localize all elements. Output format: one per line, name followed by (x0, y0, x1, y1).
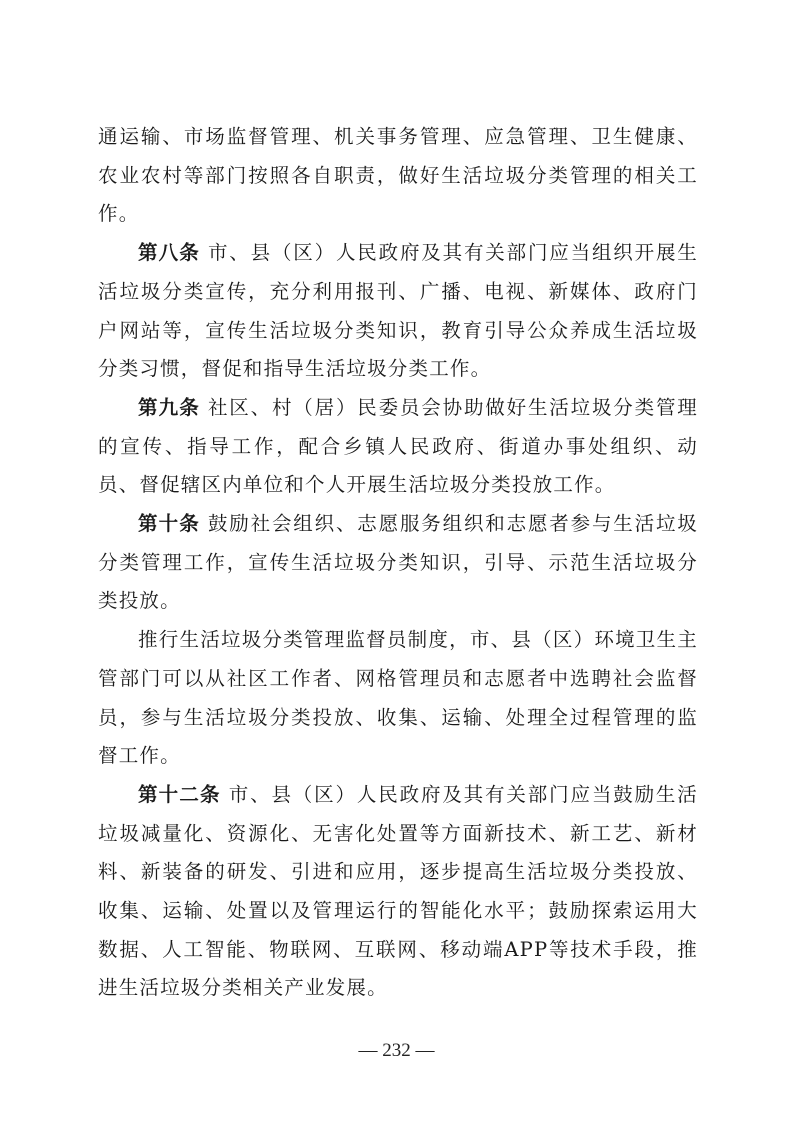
article-heading: 第九条 (138, 395, 200, 419)
paragraph-text: 社区、村（居）民委员会协助做好生活垃圾分类管理的宣传、指导工作，配合乡镇人民政府、街道办事处组织、动员、督促辖区内单位和个人开展生活垃圾分类投放工作。 (98, 395, 698, 497)
article-heading: 第八条 (138, 241, 200, 265)
paragraph-text: 推行生活垃圾分类管理监督员制度，市、县（区）环境卫生主管部门可以从社区工作者、网格管理员和志愿者中选聘社会监督员，参与生活垃圾分类投放、收集、运输、处理全过程管理的监督工作。 (98, 628, 698, 768)
article-heading: 第十二条 (138, 782, 221, 806)
article-8 (98, 234, 698, 389)
article-9 (98, 389, 698, 505)
article-heading: 第十条 (138, 512, 200, 536)
body-text (98, 118, 698, 1008)
page-number: — 232 — (358, 1040, 435, 1061)
paragraph-supervisor-system (98, 621, 698, 776)
paragraph-text: 通运输、市场监督管理、机关事务管理、应急管理、卫生健康、农业农村等部门按照各自职责，做好生活垃圾分类管理的相关工作。 (98, 125, 698, 226)
article-12 (98, 776, 698, 1008)
paragraph-text: 鼓励社会组织、志愿服务组织和志愿者参与生活垃圾分类管理工作，宣传生活垃圾分类知识，引导、示范生活垃圾分类投放。 (98, 512, 698, 613)
paragraph-continuation (98, 118, 698, 234)
paragraph-text: 市、县（区）人民政府及其有关部门应当鼓励生活垃圾减量化、资源化、无害化处置等方面新技术、新工艺、新材料、新装备的研发、引进和应用，逐步提高生活垃圾分类投放、收集、运输、处置以及管理运行的智能化水平；鼓励探索运用大数据、人工智能、物联网、互联网、移动端APP等技术手段，推进生活垃圾分类相关产业发展。 (98, 782, 698, 1000)
paragraph-text: 市、县（区）人民政府及其有关部门应当组织开展生活垃圾分类宣传，充分利用报刊、广播、电视、新媒体、政府门户网站等，宣传生活垃圾分类知识，教育引导公众养成生活垃圾分类习惯，督促和指导生活垃圾分类工作。 (98, 241, 698, 381)
article-10 (98, 505, 698, 621)
